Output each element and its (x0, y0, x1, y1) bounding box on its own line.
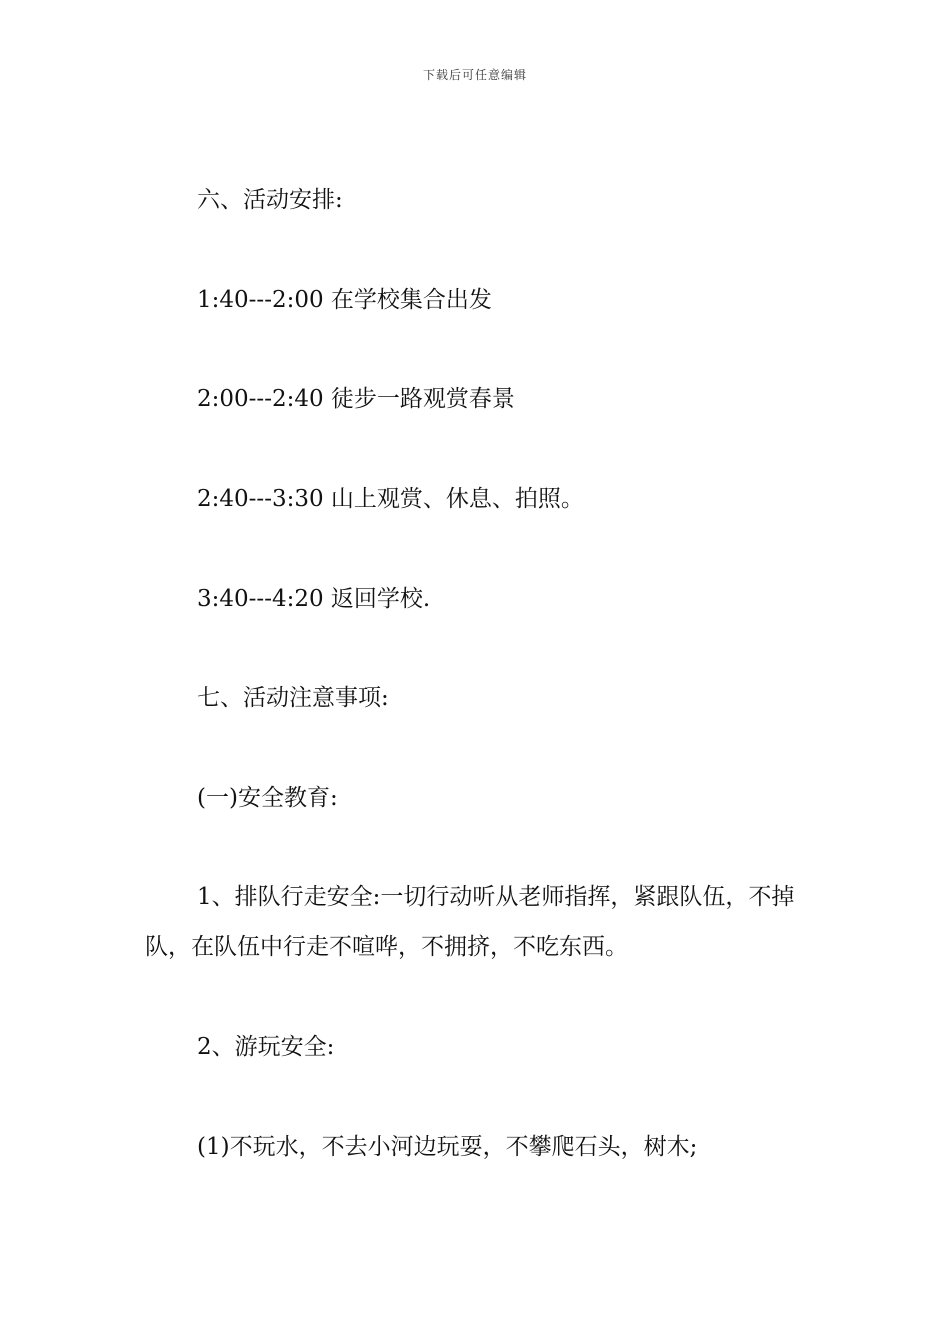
schedule-item: 3:40---4:20 返回学校. (197, 586, 431, 612)
item-heading-play-safety: 2、游玩安全: (197, 1034, 335, 1060)
paragraph-queue-safety: 1、排队行走安全:一切行动听从老师指挥，紧跟队伍，不掉队，在队伍中行走不喧哗，不拥挤，不吃东西。 (145, 884, 795, 960)
schedule-item: 2:00---2:40 徒步一路观赏春景 (197, 386, 515, 412)
subsection-heading-safety-education: (一)安全教育: (197, 785, 338, 811)
play-safety-rule: (1)不玩水，不去小河边玩耍，不攀爬石头，树木; (197, 1134, 698, 1160)
section-heading-activity-schedule: 六、活动安排: (197, 187, 343, 213)
section-heading-precautions: 七、活动注意事项: (197, 685, 389, 711)
header-note: 下载后可任意编辑 (422, 68, 527, 82)
schedule-item: 1:40---2:00 在学校集合出发 (197, 287, 492, 313)
schedule-item: 2:40---3:30 山上观赏、休息、拍照。 (197, 486, 584, 512)
